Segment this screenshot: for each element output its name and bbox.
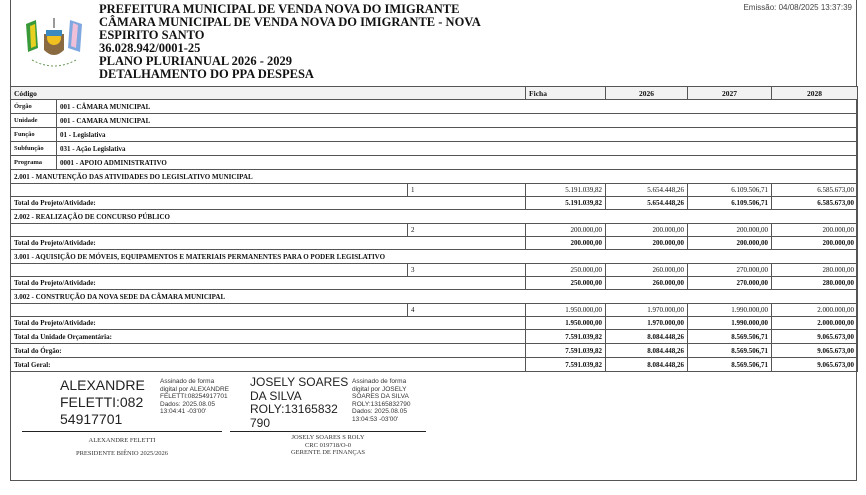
signature-detail-line: 13:04:41 -03'00' xyxy=(160,408,207,416)
empty-cell xyxy=(11,264,408,277)
summary-value: 8.084.448,26 xyxy=(606,358,688,372)
summary-value: 7.591.039,82 xyxy=(526,344,606,358)
year-value: 250.000,00 xyxy=(526,264,606,277)
action-title-row xyxy=(11,250,858,264)
summary-value: 8.084.448,26 xyxy=(606,344,688,358)
year-total: 1.950.000,00 xyxy=(526,317,606,330)
summary-value: 9.065.673,00 xyxy=(772,330,858,344)
signature-detail-line: digital por ALEXANDRE xyxy=(160,385,230,393)
year-total: 200.000,00 xyxy=(526,237,606,250)
signature-line xyxy=(230,431,426,432)
classification-value: 01 - Legislativa xyxy=(57,128,858,142)
classification-row xyxy=(11,142,858,156)
year-total: 200.000,00 xyxy=(688,237,772,250)
classification-row xyxy=(11,128,858,142)
signature-caption xyxy=(230,434,426,457)
year-value: 200.000,00 xyxy=(526,224,606,237)
municipal-coat-of-arms-logo xyxy=(18,8,90,74)
year-total: 2.000.000,00 xyxy=(772,317,858,330)
action-ficha-row xyxy=(11,224,858,237)
year-total: 6.109.506,71 xyxy=(688,197,772,210)
header-line: PLANO PLURIANUAL 2026 - 2029 xyxy=(99,54,293,68)
header-line: ESPIRITO SANTO xyxy=(99,28,205,42)
year-value: 1.970.000,00 xyxy=(606,304,688,317)
signature-name-line: 54917701 xyxy=(60,411,123,427)
summary-value: 8.569.506,71 xyxy=(688,358,772,372)
summary-row xyxy=(11,358,858,372)
year-value: 200.000,00 xyxy=(688,224,772,237)
year-total: 280.000,00 xyxy=(772,277,858,290)
signature-name xyxy=(250,376,348,430)
action-total-row xyxy=(11,237,858,250)
empty-cell xyxy=(11,304,408,317)
summary-label: Total da Unidade Orçamentária: xyxy=(11,330,526,344)
signature-details xyxy=(160,378,229,416)
year-total: 1.970.000,00 xyxy=(606,317,688,330)
ficha-number: 1 xyxy=(408,184,526,197)
ficha-number: 3 xyxy=(408,264,526,277)
year-total: 200.000,00 xyxy=(606,237,688,250)
summary-value: 9.065.673,00 xyxy=(772,344,858,358)
summary-row xyxy=(11,344,858,358)
report-header xyxy=(99,3,481,81)
year-value: 5.654.448,26 xyxy=(606,184,688,197)
classification-label: Órgão xyxy=(11,100,57,114)
year-total: 1.990.000,00 xyxy=(688,317,772,330)
signature-name xyxy=(60,377,145,428)
emission-timestamp: Emissão: 04/08/2025 13:37:39 xyxy=(743,3,852,12)
empty-cell xyxy=(11,224,408,237)
signature-name-line: DA SILVA xyxy=(250,388,302,403)
action-total-row xyxy=(11,317,858,330)
action-ficha-row xyxy=(11,304,858,317)
year-total: 260.000,00 xyxy=(606,277,688,290)
year-value: 260.000,00 xyxy=(606,264,688,277)
signature-detail-line: Assinado de forma xyxy=(160,378,215,385)
summary-value: 7.591.039,82 xyxy=(526,330,606,344)
year-value: 200.000,00 xyxy=(772,224,858,237)
signature-details xyxy=(352,378,410,424)
signature-detail-line: SOARES DA SILVA xyxy=(352,393,409,401)
action-title: 3.002 - CONSTRUÇÃO DA NOVA SEDE DA CÂMARA MUNICIPAL xyxy=(11,290,858,304)
signature-detail-line: 13:04:53 -03'00' xyxy=(352,415,399,423)
classification-row xyxy=(11,114,858,128)
action-ficha-row xyxy=(11,264,858,277)
year-value: 270.000,00 xyxy=(688,264,772,277)
column-header-year: 2026 xyxy=(606,87,688,100)
header-line: PREFEITURA MUNICIPAL DE VENDA NOVA DO IMIGRANTE xyxy=(99,2,460,16)
caption-line: JOSELY SOARES S ROLY xyxy=(291,434,365,441)
year-value: 2.000.000,00 xyxy=(772,304,858,317)
total-label: Total do Projeto/Atividade: xyxy=(11,277,526,290)
signature-detail-line: Assinado de forma xyxy=(352,378,407,385)
action-ficha-row xyxy=(11,184,858,197)
year-total: 270.000,00 xyxy=(688,277,772,290)
caption-line: CRC 019718/O-0 xyxy=(304,441,352,449)
signature-detail-line: Dados: 2025.08.05 xyxy=(352,408,407,416)
summary-value: 8.084.448,26 xyxy=(606,330,688,344)
summary-label: Total do Órgão: xyxy=(11,344,526,358)
action-title-row xyxy=(11,170,858,184)
caption-line: ALEXANDRE FELETTI xyxy=(88,437,156,444)
header-line: DETALHAMENTO DO PPA DESPESA xyxy=(99,67,314,81)
action-title: 3.001 - AQUISIÇÃO DE MÓVEIS, EQUIPAMENTOS E MATERIAIS PERMANENTES PARA O PODER LEGISLATIVO xyxy=(11,250,858,264)
signature-name-line: JOSELY SOARES xyxy=(250,375,349,389)
signature-name-line: ROLY:13165832 xyxy=(250,402,338,416)
signature-detail-line: Dados: 2025.08.05 xyxy=(160,400,215,408)
action-title-row xyxy=(11,210,858,224)
ficha-number: 4 xyxy=(408,304,526,317)
classification-label: Unidade xyxy=(11,114,57,128)
header-row xyxy=(11,87,858,100)
signature-name-line: 790 xyxy=(250,415,271,430)
header-line: 36.028.942/0001-25 xyxy=(99,41,201,55)
year-value: 200.000,00 xyxy=(606,224,688,237)
year-value: 1.990.000,00 xyxy=(688,304,772,317)
signature-detail-line: ROLY:13165832790 xyxy=(352,400,411,408)
ficha-number: 2 xyxy=(408,224,526,237)
header-line: CÂMARA MUNICIPAL DE VENDA NOVA DO IMIGRANTE - NOVA xyxy=(99,15,481,29)
year-value: 280.000,00 xyxy=(772,264,858,277)
signature-name-line: ALEXANDRE xyxy=(60,377,145,393)
classification-value: 001 - CÂMARA MUNICIPAL xyxy=(57,100,858,114)
empty-cell xyxy=(11,184,408,197)
year-total: 250.000,00 xyxy=(526,277,606,290)
signature-detail-line: FELETTI:08254917701 xyxy=(160,393,228,401)
summary-value: 8.569.506,71 xyxy=(688,344,772,358)
classification-label: Programa xyxy=(11,156,57,170)
summary-value: 8.569.506,71 xyxy=(688,330,772,344)
column-header-year: 2027 xyxy=(688,87,772,100)
action-title: 2.001 - MANUTENÇÃO DAS ATIVIDADES DO LEGISLATIVO MUNICIPAL xyxy=(11,170,858,184)
year-value: 5.191.039,82 xyxy=(526,184,606,197)
year-value: 6.109.506,71 xyxy=(688,184,772,197)
ppa-table xyxy=(10,86,858,372)
total-label: Total do Projeto/Atividade: xyxy=(11,317,526,330)
year-value: 1.950.000,00 xyxy=(526,304,606,317)
year-total: 6.585.673,00 xyxy=(772,197,858,210)
column-header-codigo: Código xyxy=(11,87,526,100)
action-total-row xyxy=(11,197,858,210)
signature-line xyxy=(22,431,222,432)
classification-row xyxy=(11,100,858,114)
action-title: 2.002 - REALIZAÇÃO DE CONCURSO PÚBLICO xyxy=(11,210,858,224)
year-total: 5.654.448,26 xyxy=(606,197,688,210)
caption-line: PRESIDENTE BIÊNIO 2025/2026 xyxy=(75,450,169,457)
classification-row xyxy=(11,156,858,170)
year-total: 5.191.039,82 xyxy=(526,197,606,210)
summary-label: Total Geral: xyxy=(11,358,526,372)
column-header-year: 2028 xyxy=(772,87,858,100)
action-total-row xyxy=(11,277,858,290)
signature-caption xyxy=(22,434,222,460)
classification-value: 001 - CAMARA MUNICIPAL xyxy=(57,114,858,128)
classification-label: Subfunção xyxy=(11,142,57,156)
year-value: 6.585.673,00 xyxy=(772,184,858,197)
total-label: Total do Projeto/Atividade: xyxy=(11,237,526,250)
caption-line: GERENTE DE FINANÇAS xyxy=(290,449,366,456)
signature-name-line: FELETTI:082 xyxy=(60,394,144,410)
summary-value: 9.065.673,00 xyxy=(772,358,858,372)
action-title-row xyxy=(11,290,858,304)
summary-row xyxy=(11,330,858,344)
classification-value: 0001 - APOIO ADMINISTRATIVO xyxy=(57,156,858,170)
year-total: 200.000,00 xyxy=(772,237,858,250)
classification-value: 031 - Ação Legislativa xyxy=(57,142,858,156)
column-header-ficha: Ficha xyxy=(526,87,606,100)
classification-label: Função xyxy=(11,128,57,142)
signature-detail-line: digital por JOSELY xyxy=(352,385,407,393)
summary-value: 7.591.039,82 xyxy=(526,358,606,372)
total-label: Total do Projeto/Atividade: xyxy=(11,197,526,210)
